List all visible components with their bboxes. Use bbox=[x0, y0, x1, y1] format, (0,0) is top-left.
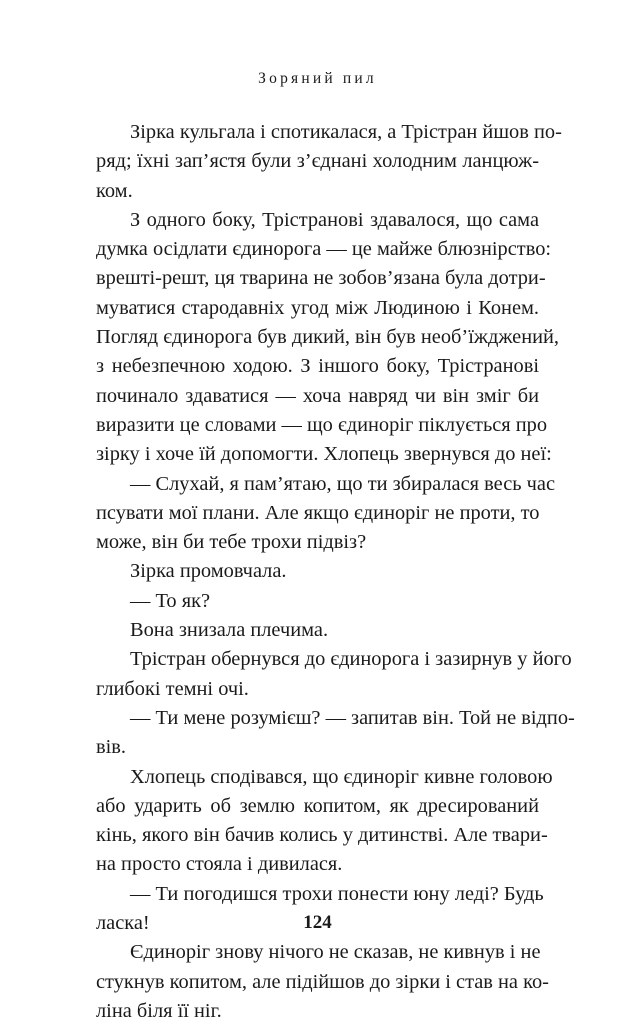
text-line: починало здаватися — хоча навряд чи він зміг би bbox=[96, 384, 539, 407]
paragraph bbox=[96, 118, 562, 206]
paragraph bbox=[96, 470, 555, 558]
text-line: муватися стародавніх угод між Людиною і Конем. bbox=[96, 296, 539, 319]
text-line: врешті-решт, ця тварина не зобов’язана була дотри- bbox=[96, 267, 546, 290]
text-line: Трістран обернувся до єдинорога і зазирнув у його bbox=[130, 648, 572, 671]
text-line: З одного боку, Трістранові здавалося, що сама bbox=[130, 208, 539, 231]
paragraph bbox=[96, 206, 560, 470]
text-line: Вона знизала плечима. bbox=[130, 619, 329, 642]
paragraph bbox=[96, 763, 553, 880]
paragraph bbox=[96, 587, 539, 616]
text-line: на просто стояла і дивилася. bbox=[96, 853, 343, 876]
text-line: виразити це словами — що єдиноріг піклується про bbox=[96, 413, 548, 436]
paragraph bbox=[96, 645, 572, 704]
text-line: ряд; їхні зап’ястя були з’єднані холодним ланцюж- bbox=[96, 150, 539, 173]
running-head: Зоряний пил bbox=[258, 70, 377, 87]
paragraph bbox=[96, 557, 539, 586]
text-line: вів. bbox=[96, 736, 127, 759]
paragraph bbox=[96, 938, 549, 1026]
paragraph bbox=[96, 704, 575, 763]
text-line: — Ти погодишся трохи понести юну леді? Будь bbox=[130, 882, 544, 905]
text-line: ласка! bbox=[96, 912, 150, 935]
text-line: зірку і хоче їй допомогти. Хлопець звернувся до неї: bbox=[96, 443, 552, 466]
text-line: стукнув копитом, але підійшов до зірки і став на ко- bbox=[96, 970, 549, 993]
text-line: може, він би тебе трохи підвіз? bbox=[96, 531, 367, 554]
text-line: або ударить об землю копитом, як дресирований bbox=[96, 794, 539, 817]
text-line: Хлопець сподівався, що єдиноріг кивне головою bbox=[130, 765, 553, 788]
text-line: — То як? bbox=[130, 589, 211, 612]
body-text bbox=[96, 118, 575, 1026]
text-line: Єдиноріг знову нічого не сказав, не кивнув і не bbox=[130, 941, 541, 964]
page-number: 124 bbox=[303, 912, 332, 933]
text-line: — Слухай, я пам’ятаю, що ти збиралася весь час bbox=[130, 472, 555, 495]
text-line: кінь, якого він бачив колись у дитинстві. Але твари- bbox=[96, 824, 548, 847]
text-line: псувати мої плани. Але якщо єдиноріг не проти, то bbox=[96, 501, 540, 524]
text-line: ком. bbox=[96, 179, 133, 202]
paragraph bbox=[96, 616, 539, 645]
text-line: — Ти мене розумієш? — запитав він. Той не відпо- bbox=[130, 706, 575, 729]
text-line: ліна біля її ніг. bbox=[96, 999, 222, 1022]
text-line: глибокі темні очі. bbox=[96, 677, 249, 700]
text-line: Погляд єдинорога був дикий, він був необ’їжджений, bbox=[96, 326, 560, 349]
text-line: Зірка промовчала. bbox=[130, 560, 287, 583]
text-line: Зірка кульгала і спотикалася, а Трістран йшов по- bbox=[130, 121, 562, 143]
text-line: думка осідлати єдинорога — це майже блюзнірство: bbox=[96, 238, 552, 261]
text-line: з небезпечною ходою. З іншого боку, Трістранові bbox=[96, 355, 539, 378]
